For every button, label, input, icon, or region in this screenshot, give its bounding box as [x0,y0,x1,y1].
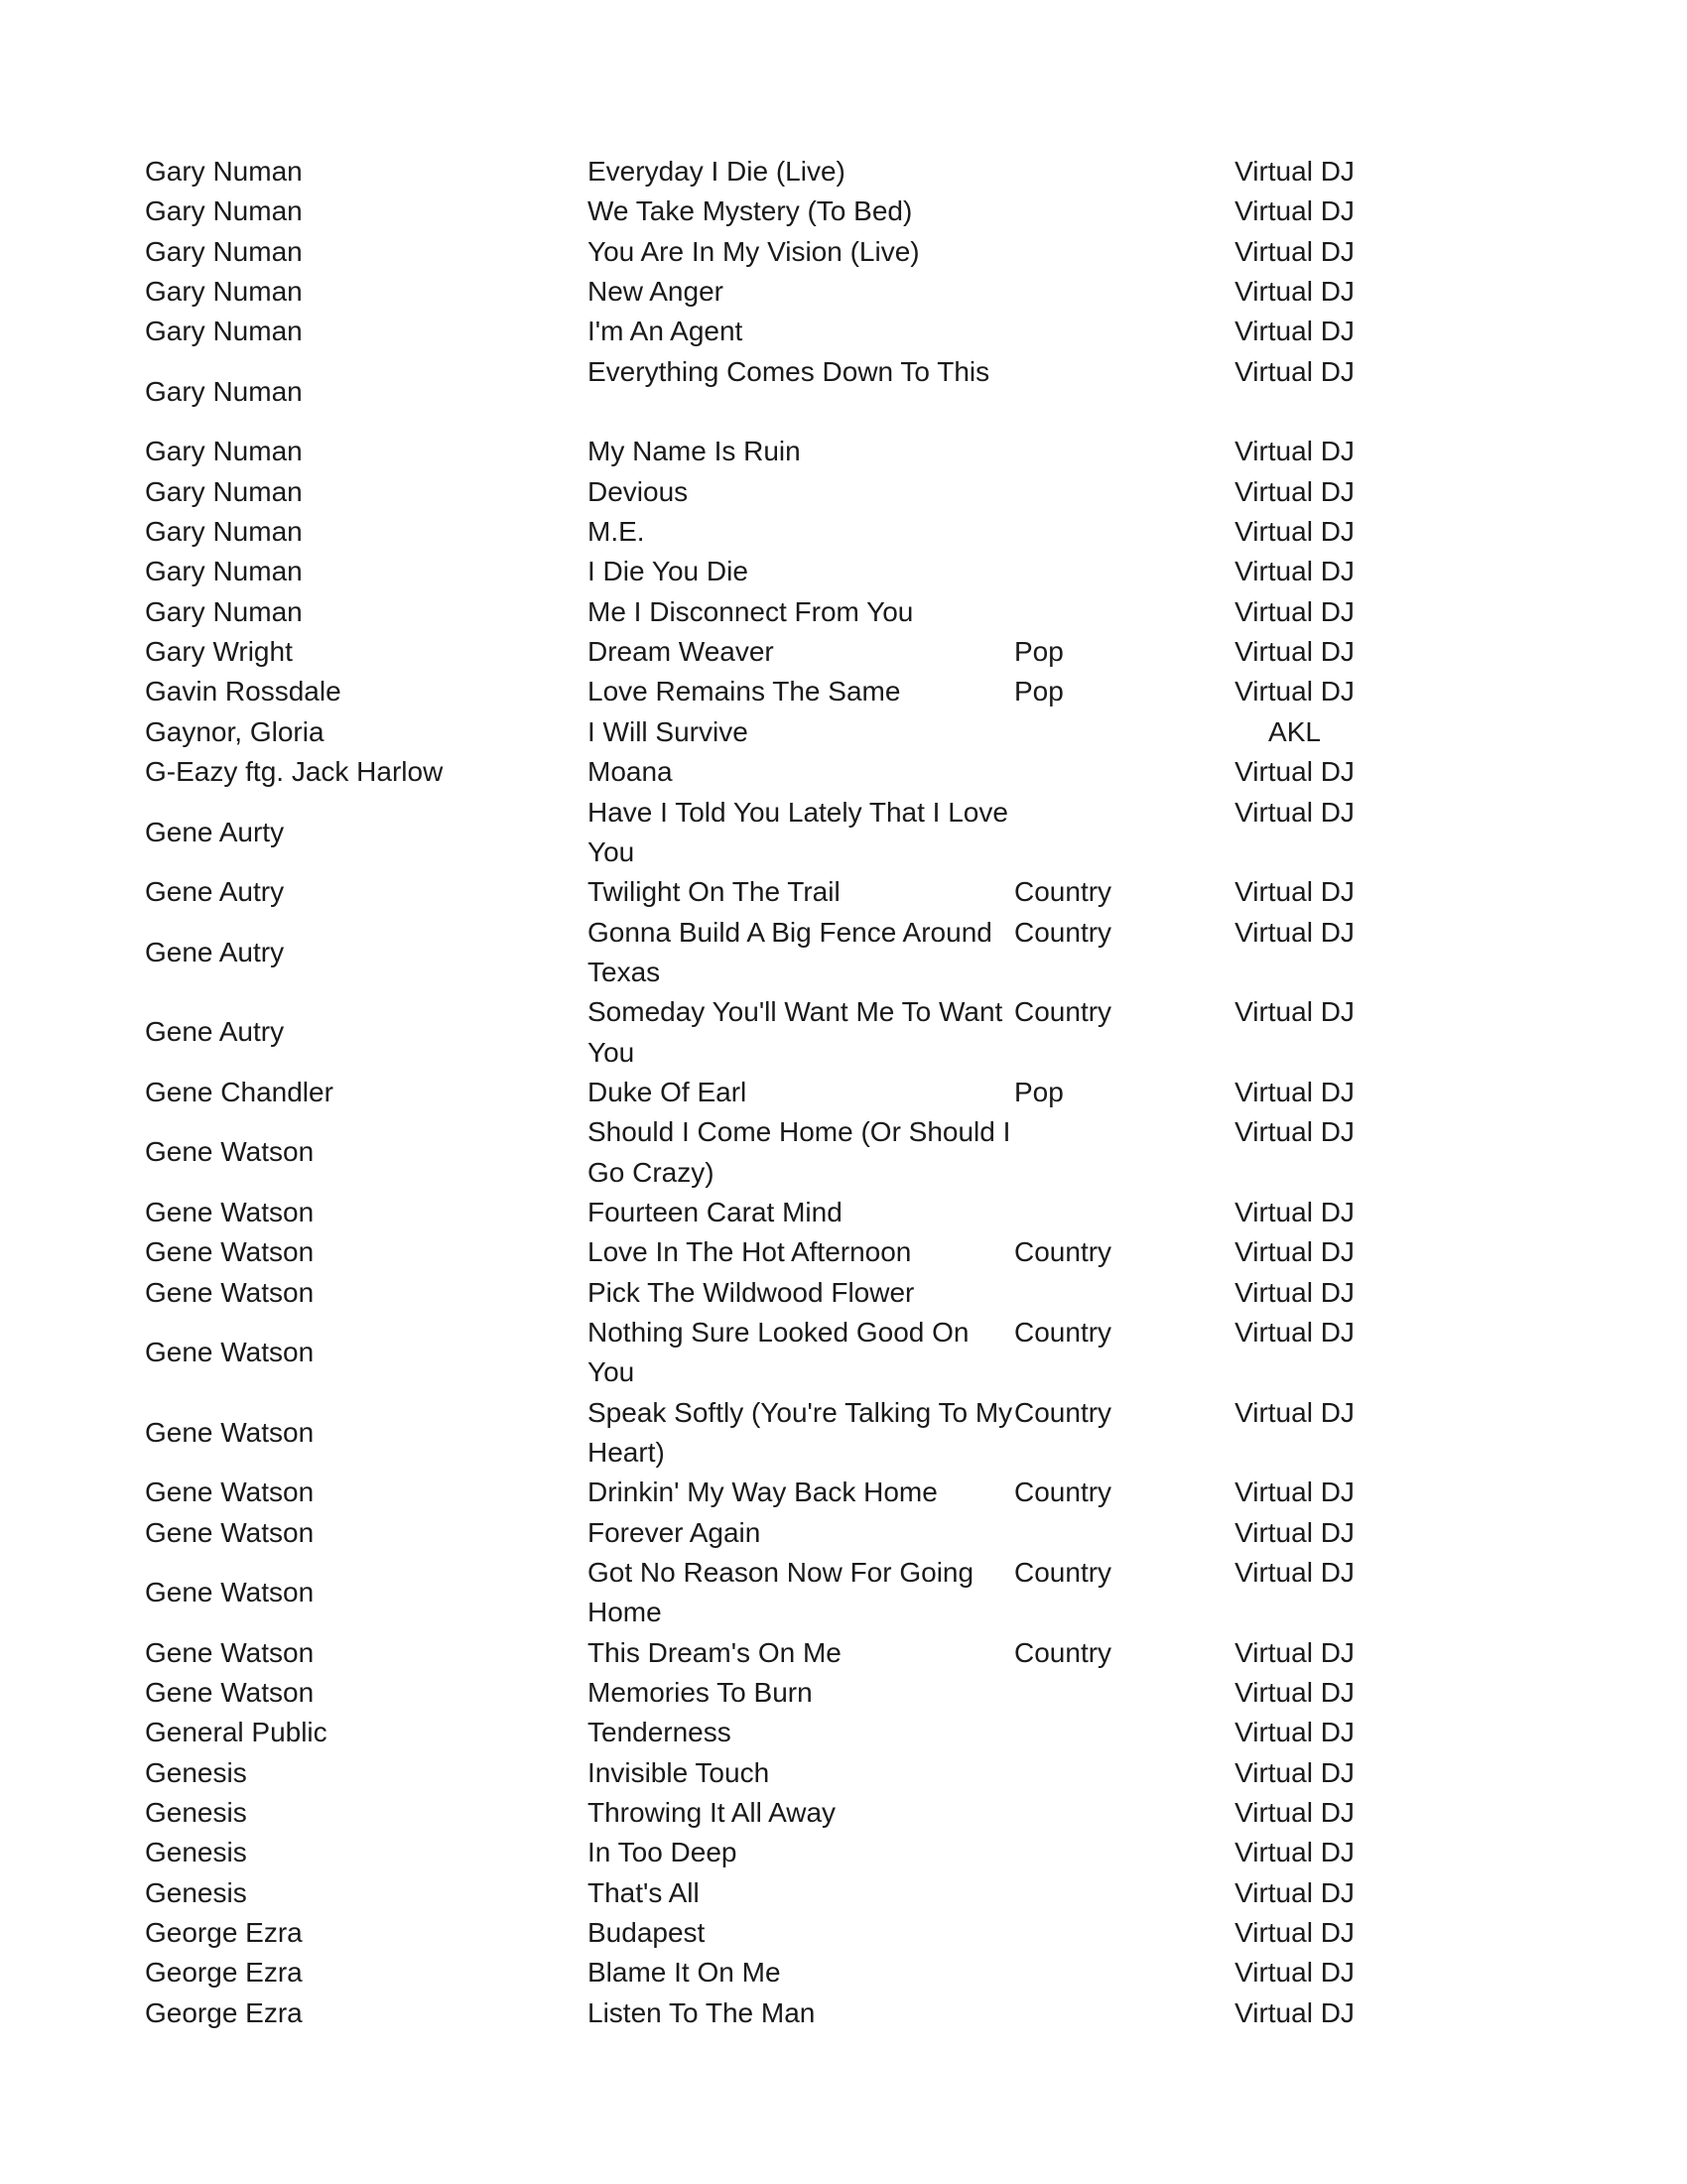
artist-cell: Gaynor, Gloria [145,715,324,747]
artist-cell: Gary Numan [145,156,303,187]
title-cell: Listen To The Man [587,1996,816,2028]
source-cell: Virtual DJ [1234,1837,1355,1868]
table-row [0,1473,1687,1512]
title-cell: Tenderness [587,1717,731,1748]
title-cell: Dream Weaver [587,636,774,668]
artist-cell: Gary Numan [145,516,303,548]
artist-cell: George Ezra [145,1996,303,2028]
source-cell: Virtual DJ [1234,235,1355,267]
source-cell: Virtual DJ [1234,195,1355,227]
source-cell: Virtual DJ [1234,1116,1355,1148]
source-cell: Virtual DJ [1234,436,1355,467]
artist-cell: Gene Autry [145,1016,285,1048]
source-cell: Virtual DJ [1234,1196,1355,1227]
title-cell: Budapest [587,1917,706,1949]
table-row [0,1112,1687,1193]
title-cell: Twilight On The Trail [587,876,841,908]
title-cell: I'm An Agent [587,316,743,347]
table-row [0,232,1687,272]
table-row [0,1793,1687,1833]
source-cell: Virtual DJ [1234,475,1355,507]
artist-cell: Genesis [145,1756,247,1788]
table-row [0,1673,1687,1713]
title-cell: Someday You'll Want Me To Want You [587,996,1003,1068]
title-cell: Gonna Build A Big Fence Around Texas [587,916,992,987]
artist-cell: General Public [145,1717,327,1748]
table-row [0,432,1687,471]
source-cell: Virtual DJ [1234,1797,1355,1829]
genre-cell: Country [1014,1396,1112,1428]
title-cell: Me I Disconnect From You [587,595,914,627]
title-cell: In Too Deep [587,1837,737,1868]
table-row [0,1313,1687,1393]
artist-cell: George Ezra [145,1917,303,1949]
artist-cell: Gene Watson [145,1196,315,1227]
source-cell: Virtual DJ [1234,276,1355,308]
artist-cell: Gary Wright [145,636,293,668]
title-cell: I Will Survive [587,715,748,747]
source-cell: Virtual DJ [1234,1876,1355,1908]
source-cell: Virtual DJ [1234,1276,1355,1308]
table-row [0,1833,1687,1872]
table-row [0,1273,1687,1313]
table-row [0,1993,1687,2033]
artist-cell: Gary Numan [145,436,303,467]
genre-cell: Country [1014,1477,1112,1508]
source-cell: Virtual DJ [1234,316,1355,347]
title-cell: Devious [587,475,689,507]
artist-cell: Gary Numan [145,316,303,347]
source-cell: Virtual DJ [1234,1677,1355,1709]
genre-cell: Country [1014,1316,1112,1348]
artist-cell: Gene Watson [145,1276,315,1308]
genre-cell: Country [1014,916,1112,948]
artist-cell: Gary Numan [145,235,303,267]
table-row [0,872,1687,912]
artist-cell: Gary Numan [145,556,303,587]
title-cell: This Dream's On Me [587,1636,842,1668]
song-list [0,152,1687,2033]
artist-cell: Gene Watson [145,1136,315,1168]
source-cell: Virtual DJ [1234,1076,1355,1107]
artist-cell: Gary Numan [145,595,303,627]
table-row [0,352,1687,433]
title-cell: That's All [587,1876,700,1908]
source-cell: Virtual DJ [1234,1917,1355,1949]
title-cell: Love In The Hot Afternoon [587,1236,912,1268]
title-cell: Should I Come Home (Or Should I Go Crazy) [587,1116,1011,1188]
title-cell: Drinkin' My Way Back Home [587,1477,938,1508]
table-row [0,1713,1687,1752]
source-cell: Virtual DJ [1234,1756,1355,1788]
title-cell: New Anger [587,276,723,308]
title-cell: M.E. [587,516,645,548]
source-cell: Virtual DJ [1234,1996,1355,2028]
artist-cell: Gary Numan [145,276,303,308]
table-row [0,1073,1687,1112]
table-row [0,632,1687,672]
artist-cell: Gene Autry [145,876,285,908]
table-row [0,1633,1687,1673]
artist-cell: Gene Watson [145,1636,315,1668]
artist-cell: Gene Aurty [145,816,285,847]
artist-cell: Gavin Rossdale [145,676,341,707]
source-cell: Virtual DJ [1234,876,1355,908]
title-cell: I Die You Die [587,556,748,587]
genre-cell: Country [1014,1236,1112,1268]
table-row [0,712,1687,752]
title-cell: Fourteen Carat Mind [587,1196,843,1227]
table-row [0,272,1687,312]
genre-cell: Country [1014,996,1112,1028]
title-cell: Forever Again [587,1516,761,1548]
artist-cell: Gene Watson [145,1236,315,1268]
title-cell: Invisible Touch [587,1756,770,1788]
source-cell: Virtual DJ [1234,355,1355,387]
source-cell: Virtual DJ [1234,595,1355,627]
title-cell: Pick The Wildwood Flower [587,1276,915,1308]
genre-cell: Pop [1014,676,1064,707]
table-row [0,913,1687,993]
title-cell: Got No Reason Now For Going Home [587,1557,974,1628]
source-cell: Virtual DJ [1234,1236,1355,1268]
table-row [0,472,1687,512]
genre-cell: Country [1014,876,1112,908]
table-row [0,1953,1687,1992]
source-cell: Virtual DJ [1234,1516,1355,1548]
title-cell: Throwing It All Away [587,1797,837,1829]
title-cell: Have I Told You Lately That I Love You [587,796,1008,867]
title-cell: Duke Of Earl [587,1076,747,1107]
artist-cell: Gene Watson [145,1677,315,1709]
source-cell: AKL [1268,715,1321,747]
artist-cell: Genesis [145,1876,247,1908]
artist-cell: Gene Watson [145,1477,315,1508]
artist-cell: Gene Watson [145,1336,315,1367]
table-row [0,1753,1687,1793]
table-row [0,793,1687,873]
source-cell: Virtual DJ [1234,796,1355,828]
title-cell: We Take Mystery (To Bed) [587,195,913,227]
artist-cell: Gary Numan [145,195,303,227]
table-row [0,992,1687,1073]
artist-cell: Gene Watson [145,1416,315,1448]
source-cell: Virtual DJ [1234,676,1355,707]
table-row [0,312,1687,351]
genre-cell: Pop [1014,1076,1064,1107]
title-cell: Everyday I Die (Live) [587,156,845,187]
artist-cell: George Ezra [145,1957,303,1989]
table-row [0,672,1687,711]
title-cell: Everything Comes Down To This [587,355,990,387]
table-row [0,592,1687,632]
title-cell: Love Remains The Same [587,676,901,707]
title-cell: Nothing Sure Looked Good On You [587,1316,970,1388]
table-row [0,512,1687,552]
table-row [0,192,1687,231]
source-cell: Virtual DJ [1234,636,1355,668]
genre-cell: Pop [1014,636,1064,668]
artist-cell: Gary Numan [145,475,303,507]
title-cell: You Are In My Vision (Live) [587,235,920,267]
table-row [0,1553,1687,1633]
title-cell: Blame It On Me [587,1957,781,1989]
source-cell: Virtual DJ [1234,1636,1355,1668]
artist-cell: Gene Watson [145,1577,315,1608]
table-row [0,1913,1687,1953]
source-cell: Virtual DJ [1234,156,1355,187]
table-row [0,1873,1687,1913]
artist-cell: Gene Watson [145,1516,315,1548]
source-cell: Virtual DJ [1234,1396,1355,1428]
source-cell: Virtual DJ [1234,916,1355,948]
artist-cell: Genesis [145,1837,247,1868]
source-cell: Virtual DJ [1234,756,1355,788]
table-row [0,152,1687,192]
source-cell: Virtual DJ [1234,516,1355,548]
title-cell: Moana [587,756,673,788]
artist-cell: G-Eazy ftg. Jack Harlow [145,756,444,788]
artist-cell: Gary Numan [145,375,303,407]
source-cell: Virtual DJ [1234,1316,1355,1348]
artist-cell: Genesis [145,1797,247,1829]
artist-cell: Gene Autry [145,936,285,967]
source-cell: Virtual DJ [1234,1957,1355,1989]
source-cell: Virtual DJ [1234,1557,1355,1589]
source-cell: Virtual DJ [1234,556,1355,587]
artist-cell: Gene Chandler [145,1076,333,1107]
table-row [0,552,1687,591]
genre-cell: Country [1014,1636,1112,1668]
title-cell: Memories To Burn [587,1677,813,1709]
genre-cell: Country [1014,1557,1112,1589]
table-row [0,752,1687,792]
source-cell: Virtual DJ [1234,1717,1355,1748]
source-cell: Virtual DJ [1234,1477,1355,1508]
title-cell: Speak Softly (You're Talking To My Heart) [587,1396,1013,1468]
table-row [0,1232,1687,1272]
table-row [0,1393,1687,1474]
table-row [0,1193,1687,1232]
table-row [0,1513,1687,1553]
source-cell: Virtual DJ [1234,996,1355,1028]
title-cell: My Name Is Ruin [587,436,801,467]
